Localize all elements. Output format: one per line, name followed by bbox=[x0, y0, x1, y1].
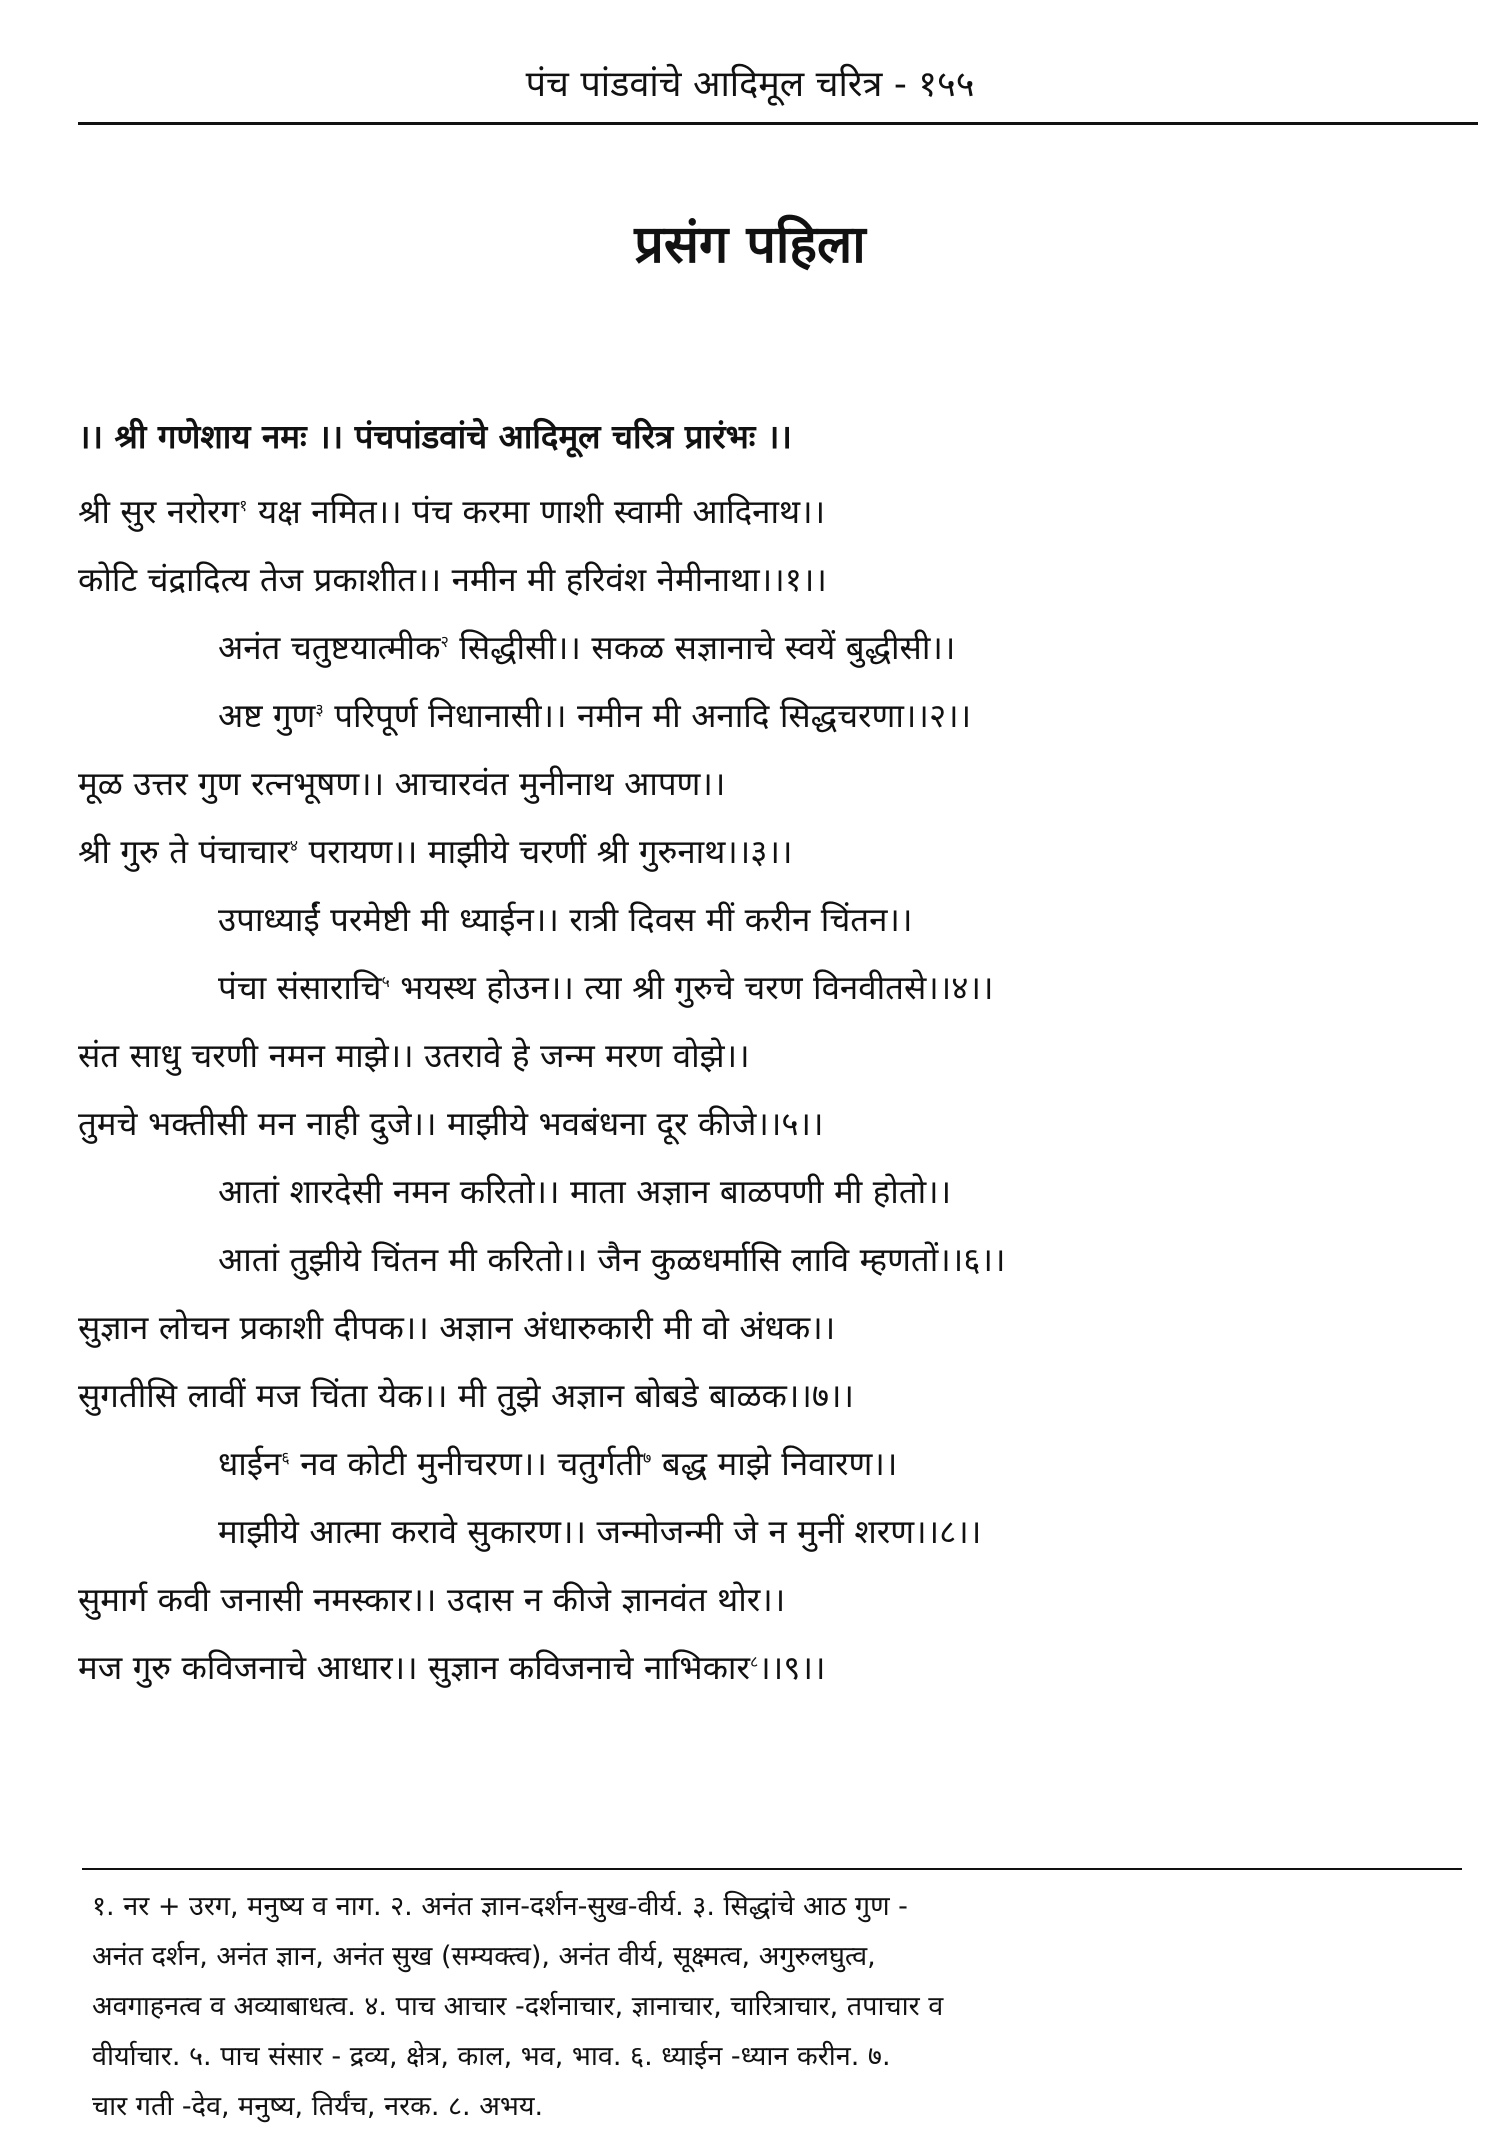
verse-line bbox=[78, 818, 1488, 886]
verse-text: श्री सुर नरोरग bbox=[78, 492, 240, 531]
verse-line bbox=[78, 750, 1488, 818]
verse-text: तुमचे भक्तीसी मन नाही दुजे।। माझीये भवबंधना दूर कीजे।।५।। bbox=[78, 1104, 824, 1143]
verse-text: आतां तुझीये चिंतन मी करितो।। जैन कुळधर्मासि लावि म्हणतों।।६।। bbox=[218, 1240, 1006, 1279]
verse-text: सुमार्ग कवी जनासी नमस्कार।। उदास न कीजे ज्ञानवंत थोर।। bbox=[78, 1580, 786, 1619]
verse-line bbox=[78, 1634, 1488, 1702]
verse-line bbox=[78, 1226, 1488, 1294]
verse-text: मूळ उत्तर गुण रत्नभूषण।। आचारवंत मुनीनाथ आपण।। bbox=[78, 764, 726, 803]
verse-text: कोटि चंद्रादित्य तेज प्रकाशीत।। नमीन मी हरिवंश नेमीनाथा।।१।। bbox=[78, 560, 827, 599]
verse-text: उपाध्याईं परमेष्टी मी ध्याईन।। रात्री दिवस मीं करीन चिंतन।। bbox=[218, 900, 913, 939]
verse-text: सुज्ञान लोचन प्रकाशी दीपक।। अज्ञान अंधारुकारी मी वो अंधक।। bbox=[78, 1308, 836, 1347]
verse-line bbox=[78, 886, 1488, 954]
chapter-title: प्रसंग पहिला bbox=[634, 215, 866, 275]
verse-text: माझीये आत्मा करावे सुकारण।। जन्मोजन्मी जे न मुनीं शरण।।८।। bbox=[218, 1512, 982, 1551]
verse-line bbox=[78, 954, 1488, 1022]
footnote-marker: ८ bbox=[749, 1652, 759, 1671]
verse-line bbox=[78, 1158, 1488, 1226]
footnote-marker: ४ bbox=[289, 836, 299, 855]
verse-line bbox=[78, 546, 1488, 614]
verse-line bbox=[78, 1566, 1488, 1634]
verse-text: भयस्थ होउन।। त्या श्री गुरुचे चरण विनवीतसे।।४।। bbox=[389, 968, 994, 1007]
footnote-marker: ७ bbox=[643, 1448, 652, 1467]
footnote-line: चार गती -देव, मनुष्य, तिर्यंच, नरक. ८. अभय. bbox=[92, 2091, 544, 2122]
verse-text: बद्ध माझे निवारण।। bbox=[651, 1444, 898, 1483]
footnote-line: १. नर + उरग, मनुष्य व नाग. २. अनंत ज्ञान-दर्शन-सुख-वीर्य. ३. सिद्धांचे आठ गुण - bbox=[92, 1891, 908, 1922]
verse-text: ।।९।। bbox=[758, 1648, 826, 1687]
verse-text: धाईन bbox=[218, 1444, 282, 1483]
verse-text: मज गुरु कविजनाचे आधार।। सुज्ञान कविजनाचे नाभिकार bbox=[78, 1648, 750, 1687]
verse-line bbox=[78, 614, 1488, 682]
footnote-line: वीर्याचार. ५. पाच संसार - द्रव्य, क्षेत्र, काल, भव, भाव. ६. ध्याईन -ध्यान करीन. ७. bbox=[92, 2041, 891, 2072]
verse-text: अष्ट गुण bbox=[218, 696, 316, 735]
footnote-marker: २ bbox=[440, 632, 449, 651]
verse-line bbox=[78, 1498, 1488, 1566]
running-header: पंच पांडवांचे आदिमूल चरित्र - १५५ bbox=[525, 64, 975, 105]
footnote-marker: ३ bbox=[315, 700, 324, 719]
verse-text: आतां शारदेसी नमन करितो।। माता अज्ञान बाळपणी मी होतो।। bbox=[218, 1172, 952, 1211]
invocation-line: ।। श्री गणेशाय नमः ।। पंचपांडवांचे आदिमूल चरित्र प्रारंभः ।। bbox=[78, 417, 792, 456]
verse-text: पंचा संसाराचि bbox=[218, 968, 382, 1007]
footnote-marker: ६ bbox=[281, 1448, 290, 1467]
footnote-marker: १ bbox=[239, 496, 248, 515]
verse-text: श्री गुरु ते पंचाचार bbox=[78, 832, 290, 871]
footnote-line: अनंत दर्शन, अनंत ज्ञान, अनंत सुख (सम्यक्त्व), अनंत वीर्य, सूक्ष्मत्व, अगुरुलघुत्व, bbox=[92, 1941, 876, 1972]
verse-text: यक्ष नमित।। पंच करमा णाशी स्वामी आदिनाथ।। bbox=[247, 492, 826, 531]
header-divider bbox=[78, 122, 1478, 125]
verse-text: परिपूर्ण निधानासी।। नमीन मी अनादि सिद्धचरणा।।२।। bbox=[323, 696, 972, 735]
verse-block bbox=[78, 478, 1488, 1702]
verse-line bbox=[78, 1022, 1488, 1090]
footnote-line: अवगाहनत्व व अव्याबाधत्व. ४. पाच आचार -दर्शनाचार, ज्ञानाचार, चारित्राचार, तपाचार व bbox=[92, 1991, 944, 2022]
verse-line bbox=[78, 682, 1488, 750]
verse-line bbox=[78, 1294, 1488, 1362]
footnotes bbox=[92, 1882, 1482, 2132]
verse-text: नव कोटी मुनीचरण।। चतुर्गती bbox=[289, 1444, 644, 1483]
verse-text: परायण।। माझीये चरणीं श्री गुरुनाथ।।३।। bbox=[298, 832, 793, 871]
verse-line bbox=[78, 1430, 1488, 1498]
verse-text: संत साधु चरणी नमन माझे।। उतरावे हे जन्म मरण वोझे।। bbox=[78, 1036, 750, 1075]
verse-text: अनंत चतुष्टयात्मीक bbox=[218, 628, 441, 667]
verse-line bbox=[78, 1090, 1488, 1158]
verse-text: सुगतीसि लावीं मज चिंता येक।। मी तुझे अज्ञान बोबडे बाळक।।७।। bbox=[78, 1376, 855, 1415]
verse-text: सिद्धीसी।। सकळ सज्ञानाचे स्वयें बुद्धीसी।। bbox=[448, 628, 956, 667]
verse-line bbox=[78, 478, 1488, 546]
footnote-marker: ५ bbox=[381, 972, 390, 991]
footnote-divider bbox=[82, 1868, 1462, 1870]
verse-line bbox=[78, 1362, 1488, 1430]
